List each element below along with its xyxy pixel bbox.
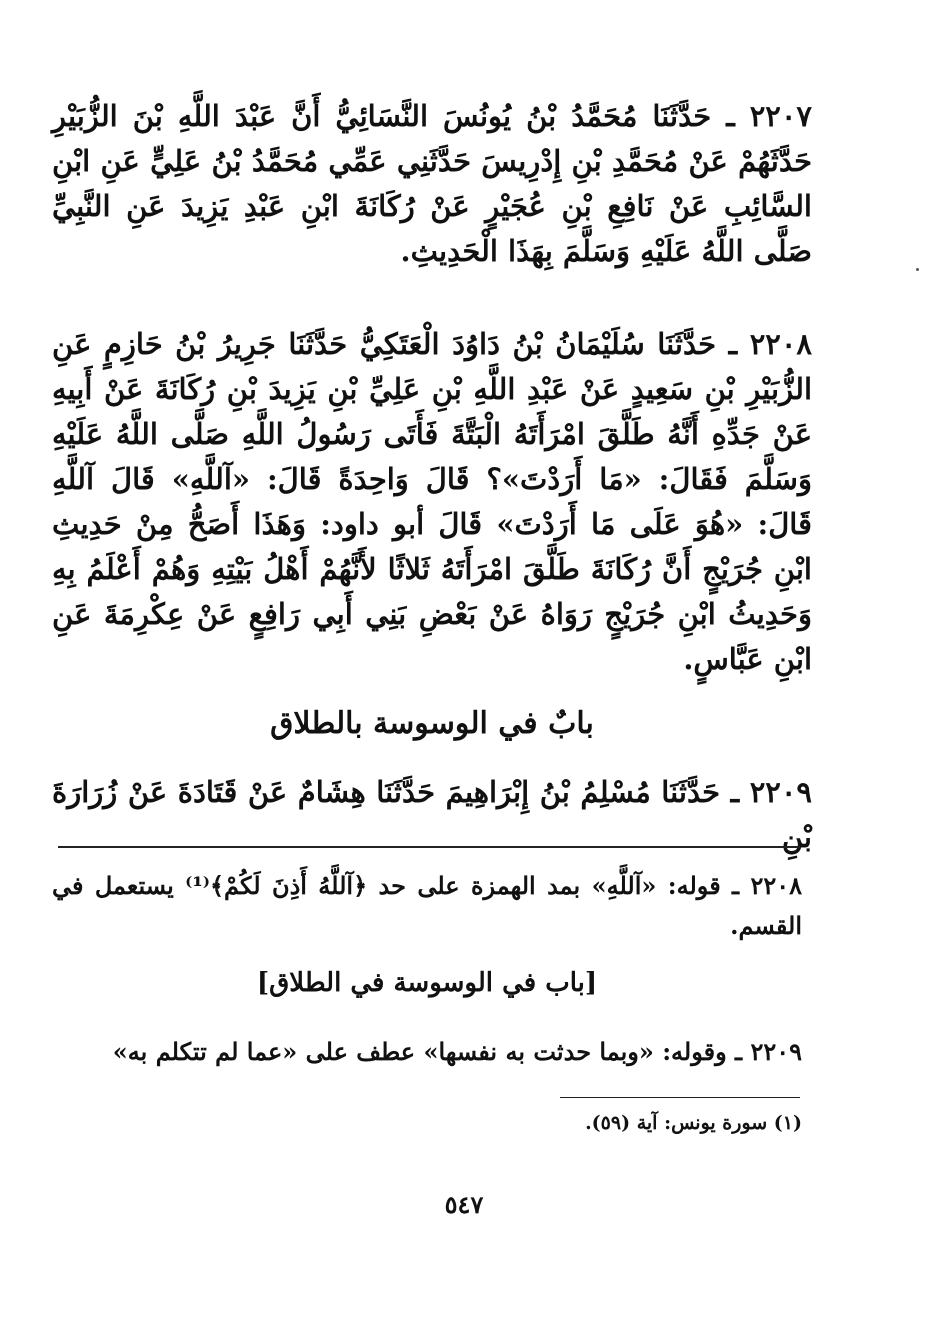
- hadith-2207: ٢٢٠٧ ـ حَدَّثَنَا مُحَمَّدُ بْنُ يُونُسَ النَّسَائِيُّ أَنَّ عَبْدَ اللَّهِ بْنَ الزُّبَيْرِ حَدَّثَهُمْ عَنْ مُحَمَّدِ بْنِ إِدْرِيسَ حَدَّثَنِي عَمِّي مُحَمَّدُ بْنُ عَلِيٍّ عَنِ ابْنِ السَّائِبِ عَنْ نَافِعِ بْنِ عُجَيْرٍ عَنْ رُكَانَةَ ابْنِ عَبْدِ يَزِيدَ عَنِ النَّبِيِّ صَلَّى اللَّهُ عَلَيْهِ وَسَلَّمَ بِهَذَا الْحَدِيثِ.: [52, 99, 812, 268]
- note-2209: ٢٢٠٩ ـ وقوله: «وبما حدثت به نفسها» عطف على «عما لم تتكلم به»: [112, 1037, 802, 1066]
- note-chapter-heading: [باب في الوسوسة في الطلاق]: [256, 968, 598, 998]
- footnote-1: (١) سورة يونس: آية (٥٩).: [585, 1112, 802, 1134]
- page-number: ٥٤٧: [444, 1190, 484, 1219]
- note-2208: ٢٢٠٨ ـ قوله: «آللَّهِ» بمد الهمزة على حد ﴿آللَّهُ أَذِنَ لَكُمْ﴾⁽¹⁾ يستعمل في القسم.: [52, 871, 803, 940]
- hadith-2209: ٢٢٠٩ ـ حَدَّثَنَا مُسْلِمُ بْنُ إِبْرَاهِيمَ حَدَّثَنَا هِشَامٌ عَنْ قَتَادَةَ عَنْ زُرَارَةَ بْنِ: [52, 775, 812, 854]
- notes-separator: [58, 846, 800, 848]
- scan-speck: [916, 268, 919, 271]
- hadith-2208: ٢٢٠٨ ـ حَدَّثَنَا سُلَيْمَانُ بْنُ دَاوُدَ الْعَتَكِيُّ حَدَّثَنَا جَرِيرُ بْنُ حَازِمٍ عَنِ الزُّبَيْرِ بْنِ سَعِيدٍ عَنْ عَبْدِ اللَّهِ بْنِ عَلِيِّ بْنِ يَزِيدَ بْنِ رُكَانَةَ عَنْ أَبِيهِ عَنْ جَدِّهِ أَنَّهُ طَلَّقَ امْرَأَتَهُ الْبَتَّةَ فَأَتَى رَسُولُ اللَّهِ صَلَّى اللَّهُ عَلَيْهِ وَسَلَّمَ فَقَالَ: «مَا أَرَدْتَ»؟ قَالَ وَاحِدَةً قَالَ: «آللَّهِ» قَالَ آللَّهِ قَالَ: «هُوَ عَلَى مَا أَرَدْتَ» قَالَ أبو داود: وَهَذَا أَصَحُّ مِنْ حَدِيثِ ابْنِ جُرَيْجٍ أَنَّ رُكَانَةَ طَلَّقَ امْرَأَتَهُ ثَلاثًا لأَنَّهُمْ أَهْلُ بَيْتِهِ وَهُمْ أَعْلَمُ بِهِ وَحَدِيثُ ابْنِ جُرَيْجٍ رَوَاهُ عَنْ بَعْضِ بَنِي أَبِي رَافِعٍ عَنْ عِكْرِمَةَ عَنِ ابْنِ عَبَّاسٍ.: [52, 327, 812, 676]
- footnote-separator: [560, 1097, 800, 1098]
- chapter-heading: بابٌ في الوسوسة بالطلاق: [270, 706, 594, 741]
